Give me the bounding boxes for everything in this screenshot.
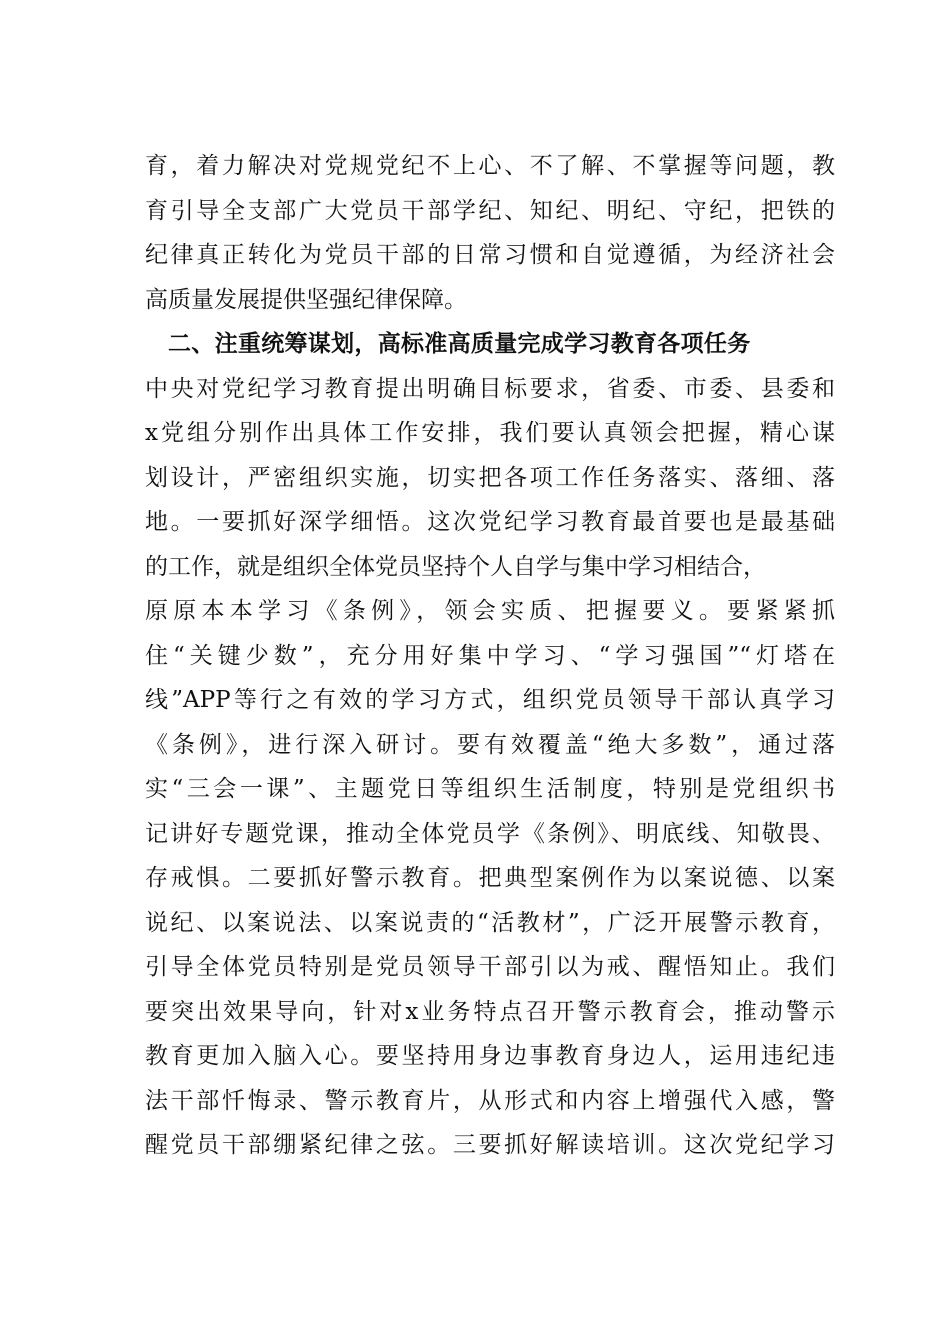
text-line: 地。一要抓好深学细悟。这次党纪学习教育最首要也是最基础 bbox=[145, 509, 835, 535]
text-line: 实“三会一课”、主题党日等组织生活制度，特别是党组织书 bbox=[145, 776, 835, 802]
document-body bbox=[145, 144, 835, 1168]
text-line: 存戒惧。二要抓好警示教育。把典型案例作为以案说德、以案 bbox=[145, 865, 835, 891]
text-line: 育引导全支部广大党员干部学纪、知纪、明纪、守纪，把铁的 bbox=[145, 197, 835, 224]
text-line: 育，着力解决对党规党纪不上心、不了解、不掌握等问题，教 bbox=[145, 153, 835, 179]
text-line: 中央对党纪学习教育提出明确目标要求，省委、市委、县委和 bbox=[145, 375, 835, 402]
paragraph-continued bbox=[145, 144, 835, 322]
text-line: 记讲好专题党课，推动全体党员学《条例》、明底线、知敬畏、 bbox=[145, 820, 835, 847]
text-line: 线”APP等行之有效的学习方式，组织党员领导干部认真学习 bbox=[145, 687, 835, 713]
text-line: 划设计，严密组织实施，切实把各项工作任务落实、落细、落 bbox=[145, 464, 835, 491]
text-line: 法干部忏悔录、警示教育片，从形式和内容上增强代入感，警 bbox=[145, 1087, 835, 1114]
paragraph-section-two bbox=[145, 367, 835, 1168]
text-line: 教育更加入脑入心。要坚持用身边事教育身边人，运用违纪违 bbox=[145, 1043, 835, 1069]
text-line: 说纪、以案说法、以案说责的“活教材”，广泛开展警示教育， bbox=[145, 909, 835, 936]
text-line: 《条例》，进行深入研讨。要有效覆盖“绝大多数”，通过落 bbox=[145, 731, 835, 758]
text-line: 醒党员干部绷紧纪律之弦。三要抓好解读培训。这次党纪学习 bbox=[145, 1132, 835, 1158]
section-heading: 二、注重统筹谋划，高标准高质量完成学习教育各项任务 bbox=[168, 331, 751, 357]
text-line: 高质量发展提供坚强纪律保障。 bbox=[145, 286, 467, 313]
text-line: 引导全体党员特别是党员领导干部引以为戒、醒悟知止。我们 bbox=[145, 954, 835, 980]
text-line: 住“关键少数”，充分用好集中学习、“学习强国”“灯塔在 bbox=[145, 642, 835, 669]
text-line: x党组分别作出具体工作安排，我们要认真领会把握，精心谋 bbox=[145, 420, 835, 446]
text-line: 要突出效果导向，针对x业务特点召开警示教育会，推动警示 bbox=[145, 998, 835, 1025]
text-line: 纪律真正转化为党员干部的日常习惯和自觉遵循，为经济社会 bbox=[145, 242, 835, 268]
text-line: 的工作，就是组织全体党员坚持个人自学与集中学习相结合， bbox=[145, 553, 766, 580]
text-line: 原原本本学习《条例》，领会实质、把握要义。要紧紧抓 bbox=[145, 598, 835, 624]
